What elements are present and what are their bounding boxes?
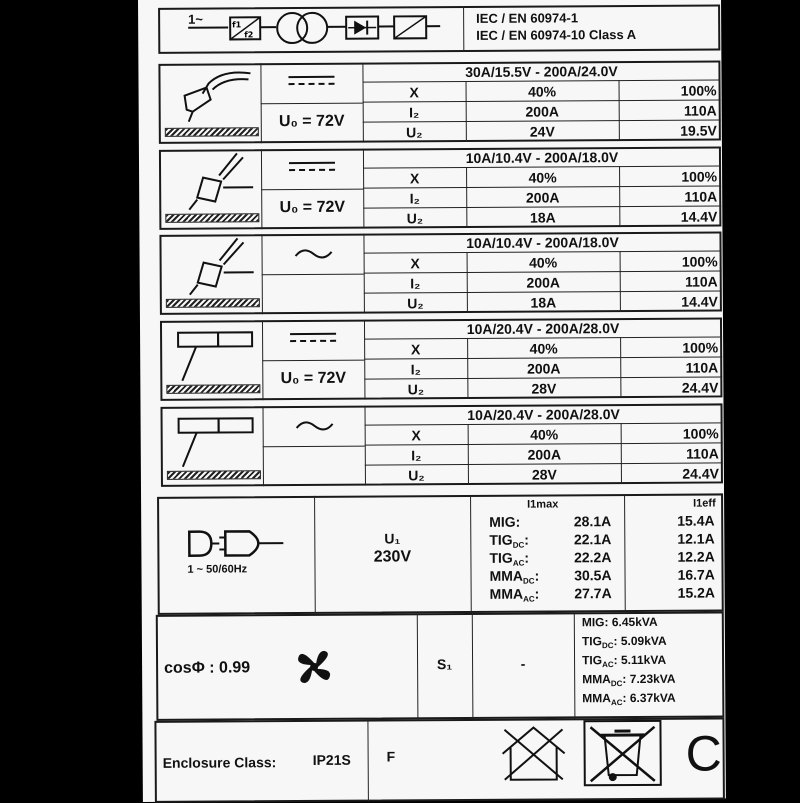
apparent-power-row: $TIG_{DC}$: 5.09kVA [582,634,667,651]
rating-row-label: X [363,84,466,101]
rating-value-100: 100% [619,82,717,99]
rating-value-100: 14.4V [619,208,717,225]
rating-row-label: X [364,341,467,358]
current-voltage-range: 10A/20.4V - 200A/28.0V [364,319,722,337]
rating-value-100: 110A [620,359,718,376]
svg-text:f2: f2 [244,30,253,39]
rating-value-40: 24V [466,123,619,140]
tig-torch-icon [163,236,253,297]
process-current-label: $TIG_{DC}$: [489,532,529,550]
rating-value-40: 200A [468,446,621,463]
current-type-symbol [262,320,364,361]
rating-row-label: I₂ [363,190,466,207]
s1-value: - [472,655,574,672]
no-household-waste-icon [498,723,568,783]
rating-value-40: 200A [467,360,620,377]
apparent-power-row: $TIG_{AC}$: 5.11kVA [582,653,666,670]
rating-value-100: 110A [620,273,718,290]
enclosure-label: Enclosure Class: [163,754,277,771]
rating-row-label: U₂ [365,467,468,484]
process-block-1 [138,60,721,144]
current-voltage-range: 10A/10.4V - 200A/18.0V [363,233,721,251]
rating-value-40: 28V [467,380,620,397]
rating-value-40: 200A [466,189,619,206]
i1max-value: 30.5A [551,567,611,583]
apparent-power-row: MIG: 6.45kVA [582,615,658,629]
current-type-symbol [260,63,362,104]
rating-row-label: I₂ [363,104,466,121]
rating-value-100: 24.4V [620,379,718,396]
process-block-4 [140,317,723,401]
current-type-symbol [261,234,363,275]
rating-value-100: 110A [619,102,717,119]
i1max-value: 22.1A [551,531,611,547]
rating-value-100: 100% [620,253,718,270]
open-circuit-voltage: U₀ = 72V [262,370,364,389]
current-type-symbol [262,406,364,447]
u1-label: U₁ [314,530,470,547]
standard-1: IEC / EN 60974-1 [476,10,578,26]
i1eff-value: 15.2A [678,584,715,600]
u1-value: 230V [314,548,470,567]
i1max-value: 28.1A [551,513,611,529]
rating-row-label: X [365,427,468,444]
svg-text:f1: f1 [232,20,242,29]
apparent-power-row: $MMA_{AC}$: 6.37kVA [582,691,675,708]
i1eff-header: I1eff [693,497,716,509]
rating-row-label: U₂ [363,124,466,141]
rating-value-40: 40% [466,83,619,100]
enclosure-class: IP21S [313,752,351,768]
rating-value-100: 110A [619,188,717,205]
apparent-power-row: $MMA_{DC}$: 7.23kVA [582,672,675,689]
rating-row-label: X [363,170,466,187]
rating-row-label: I₂ [365,447,468,464]
rating-value-40: 28V [468,466,621,483]
mig-torch-icon [162,65,252,126]
workpiece-icon [166,298,260,308]
current-voltage-range: 10A/20.4V - 200A/28.0V [365,405,723,423]
i1max-value: 27.7A [552,585,612,601]
standard-2: IEC / EN 60974-10 Class A [476,27,636,43]
rating-value-40: 40% [466,169,619,186]
open-circuit-voltage: U₀ = 72V [261,113,363,132]
rating-value-40: 200A [467,274,620,291]
supply-symbol: 1~ [188,12,203,27]
rating-value-40: 18A [467,294,620,311]
rating-value-100: 24.4V [621,465,719,482]
workpiece-icon [167,470,261,480]
process-block-2 [139,146,722,230]
rating-value-100: 19.5V [619,122,717,139]
rating-value-40: 200A [466,103,619,120]
process-block-3 [139,231,722,315]
i1eff-value: 12.1A [677,530,714,546]
workpiece-icon [166,384,260,394]
tig-torch-icon [163,151,253,212]
rating-value-40: 18A [466,209,619,226]
i1eff-value: 16.7A [677,566,714,582]
weee-bin-icon [582,719,662,787]
open-circuit-voltage: U₀ = 72V [261,199,363,218]
rating-row-label: I₂ [364,361,467,378]
process-current-label: $TIG_{AC}$: [489,550,529,568]
inverter-block-diagram [188,14,458,48]
i1eff-value: 15.4A [677,512,714,528]
ce-mark: C [685,724,721,782]
rating-row-label: X [364,255,467,272]
rating-value-40: 40% [467,340,620,357]
current-voltage-range: 30A/15.5V - 200A/24.0V [362,62,720,80]
rating-value-100: 100% [620,339,718,356]
workpiece-icon [165,213,259,223]
cos-phi: cosΦ : 0.99 [164,659,250,678]
process-current-label: $MMA_{DC}$: [489,568,539,586]
mains-frequency: 1 ~ 50/60Hz [187,563,247,575]
cooling-fan-icon [294,649,334,685]
rating-row-label: U₂ [364,295,467,312]
electrode-holder-icon [165,410,255,477]
electrode-holder-icon [164,324,254,391]
current-type-symbol [261,149,363,190]
process-current-label: $MMA_{AC}$: [490,586,540,604]
rating-value-40: 40% [468,426,621,443]
workpiece-icon [165,127,259,137]
process-current-label: MIG: [489,514,520,530]
rating-row-label: I₂ [364,275,467,292]
process-block-5 [140,403,723,487]
i1max-header: I1max [527,498,558,510]
mains-plug-icon [187,529,287,558]
rating-value-100: 110A [621,445,719,462]
rating-value-100: 14.4V [620,293,718,310]
rating-value-40: 40% [467,254,620,271]
i1max-value: 22.2A [551,549,611,565]
rating-value-100: 100% [619,168,717,185]
current-voltage-range: 10A/10.4V - 200A/18.0V [363,148,721,166]
insulation-class: F [387,748,396,764]
rating-value-100: 100% [621,425,719,442]
s1-label: S₁ [417,656,472,672]
rating-row-label: U₂ [363,210,466,227]
i1eff-value: 12.2A [677,548,714,564]
rating-row-label: U₂ [364,381,467,398]
rating-plate [138,0,726,802]
